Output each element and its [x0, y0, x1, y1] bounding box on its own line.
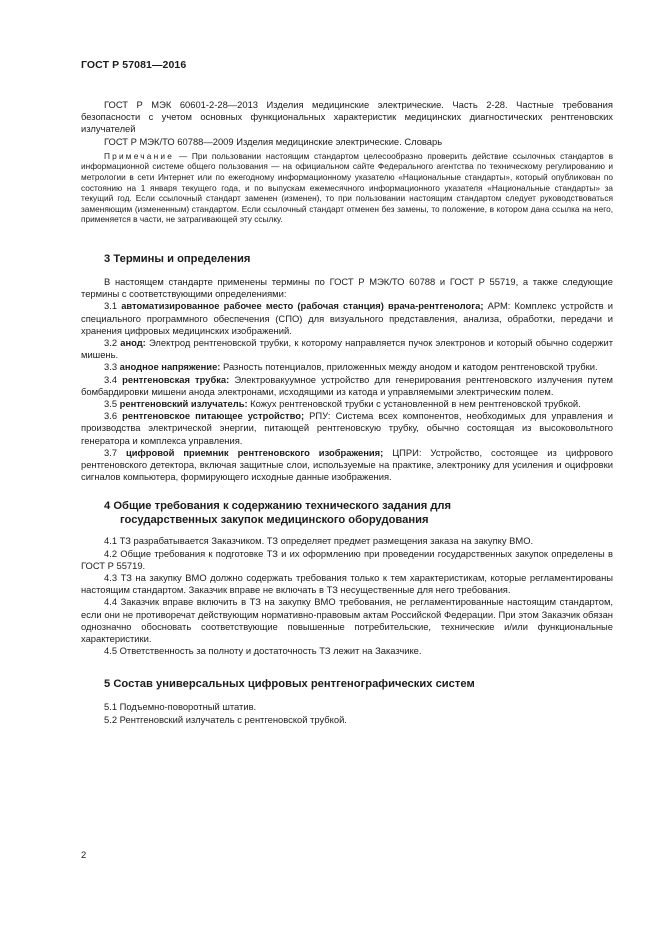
section-5-item: 5.1 Подъемно-поворотный штатив.: [104, 701, 257, 713]
term-number: 3.6: [104, 410, 118, 422]
term-number: 3.7: [104, 446, 118, 458]
section-3-heading: 3 Термины и определения: [104, 252, 251, 265]
section-4-item: 4.5 Ответственность за полноту и достаточность ТЗ лежит на Заказчике.: [104, 645, 422, 657]
term-definition: [81, 374, 613, 398]
term-text: ЦПРИ: Устройство, состоящее из цифрового рентгеновского детектора, включая защитные слои, используемые на практике, электронику для усиления и оцифровки сигналов компьютера, формирующего исходные данные изображения.: [81, 446, 614, 483]
term-name: анодное напряжение:: [119, 361, 221, 373]
term-text: Электрод рентгеновской трубки, к которому направляется пучок электронов и который обычно содержит мишень.: [81, 336, 613, 361]
term-definition: [81, 410, 613, 447]
term-definition: [81, 447, 613, 484]
term-name: анод:: [120, 336, 146, 348]
term-name: цифровой приемник рентгеновского изображения;: [126, 446, 384, 458]
term-text: АРМ: Комплекс устройств и специального программного обеспечения (СПО) для визуального представления, анализа, обработки, передачи и хранения цифровых медицинских изображений.: [81, 300, 614, 336]
note-label: Примечание: [104, 150, 175, 161]
section-5-item: 5.2 Рентгеновский излучатель с рентгеновской трубкой.: [104, 713, 347, 725]
term-definition: [81, 398, 613, 410]
term-number: 3.5: [104, 398, 118, 409]
term-name: рентгеновский излучатель:: [119, 398, 248, 409]
term-text: Электровакуумное устройство для генерирования рентгеновского излучения путем бомбардировки мишени анода электронами, исходящими из катода и управляемыми электрическим полем.: [81, 373, 614, 397]
reference-item: ГОСТ Р МЭК 60601-2-28—2013 Изделия медицинские электрические. Часть 2-28. Частные требования безопасности с учетом основных функциональных характеристик медицинских диагностических рентгеновских излучателей: [81, 99, 613, 135]
term-definition: [81, 361, 613, 373]
section-5-heading: 5 Состав универсальных цифровых рентгенографических систем: [104, 678, 475, 691]
standard-code-header: ГОСТ Р 57081—2016: [81, 59, 187, 71]
note-text: — При пользовании настоящим стандартом целесообразно проверить действие ссылочных стандартов в информационной системе общего пользования — на официальном сайте Федерального агентства по техническому регулированию и метрологии в сети Интернет или по ежегодному информационному указателю «Национальные стандарты», который опубликован по состоянию на 1 января текущего года, и по выпускам ежемесячного информационного указателя «Национальные стандарты» за текущий год. Если ссылочный стандарт заменен (изменен), то при пользовании настоящим стандартом следует руководствоваться заменяющим (измененным) стандартом. Если ссылочный стандарт отменен без замены, то положение, в котором дана ссылка на него, применяется в части, не затрагивающей эту ссылку.: [81, 150, 613, 225]
term-definition: [81, 337, 613, 361]
term-text: Разность потенциалов, приложенных между анодом и катодом рентгеновской трубки.: [220, 361, 598, 373]
section-4-heading-line-2: государственных закупок медицинского оборудования: [120, 514, 429, 527]
term-number: 3.3: [104, 361, 118, 373]
term-text: РПУ: Система всех компонентов, необходимых для управления и производства электрической энергии, питающей рентгеновскую трубку, обычно состоящая из высоковольтного генератора и комплекса управления.: [81, 410, 613, 446]
term-number: 3.4: [104, 373, 118, 385]
term-name: автоматизированное рабочее место (рабочая станция) врача-рентгенолога;: [121, 300, 484, 312]
section-4-heading: [81, 499, 613, 527]
term-name: рентгеновская трубка:: [122, 373, 230, 385]
note-paragraph: [81, 151, 613, 225]
section-4-item: 4.4 Заказчик вправе включить в ТЗ на закупку ВМО требования, не регламентированные настоящим стандартом, если они не противоречат действующим нормативно-правовым актам Российской Федерации. При этом Заказчик обязан однозначно обосновать соответствующие повышенные потребительские, технические и/или функциональные характеристики.: [81, 596, 613, 645]
term-name: рентгеновское питающее устройство;: [122, 410, 305, 422]
section-3-intro: В настоящем стандарте применены термины по ГОСТ Р МЭК/ТО 60788 и ГОСТ Р 55719, а также следующие термины с соответствующими определениями:: [81, 275, 613, 300]
term-number: 3.2: [104, 336, 118, 348]
document-body: [81, 99, 613, 726]
section-4-item: 4.2 Общие требования к подготовке ТЗ и их оформлению при проведении государственных закупок определены в ГОСТ Р 55719.: [81, 547, 613, 571]
term-text: Кожух рентгеновской трубки с установленной в нем рентгеновской трубкой.: [247, 398, 581, 409]
page-number: 2: [81, 849, 87, 860]
section-4-heading-line-1: 4 Общие требования к содержанию технического задания для: [104, 500, 452, 513]
section-4-item: 4.3 ТЗ на закупку ВМО должно содержать требования только к тем характеристикам, которые регламентированы настоящим стандартом. Заказчик вправе не включать в ТЗ несущественные для него требования.: [81, 572, 613, 596]
reference-item: ГОСТ Р МЭК/ТО 60788—2009 Изделия медицинские электрические. Словарь: [104, 135, 443, 147]
term-definition: [81, 300, 613, 337]
section-4-item: 4.1 ТЗ разрабатывается Заказчиком. ТЗ определяет предмет размещения заказа на закупку ВМО.: [104, 535, 534, 547]
term-number: 3.1: [104, 300, 118, 312]
